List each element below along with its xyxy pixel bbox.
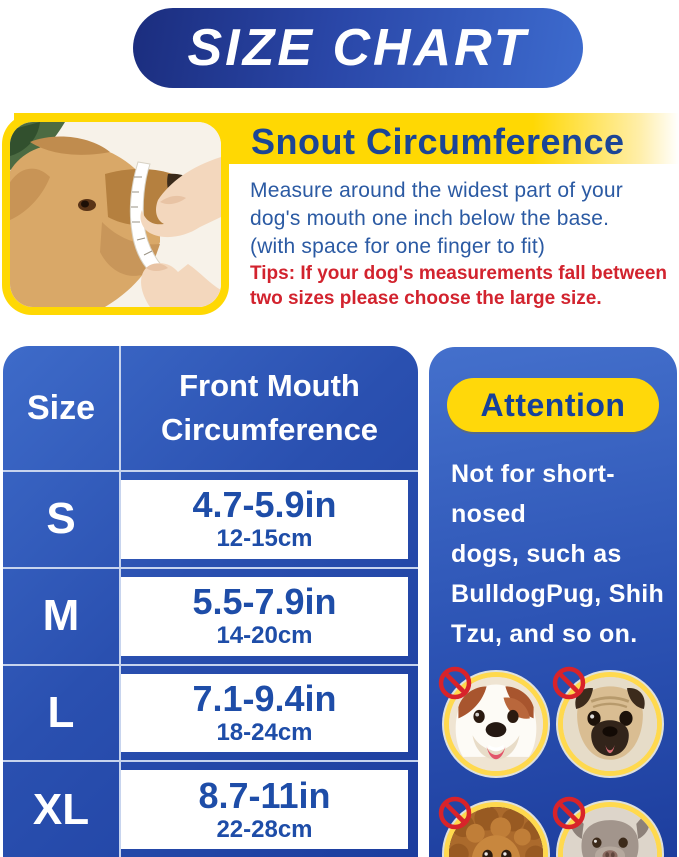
snout-description-line: (with space for one finger to fit) — [250, 235, 546, 258]
attention-text-line: BulldogPug, Shih — [451, 580, 665, 608]
attention-panel — [429, 347, 677, 857]
no-symbol-icon — [551, 795, 587, 831]
no-symbol-icon — [551, 665, 587, 701]
size-column-header: Size — [3, 346, 121, 470]
page-title: SIZE CHART — [187, 19, 529, 77]
banned-dog-poodle — [444, 802, 548, 857]
size-xl-inches: 8.7-11in — [198, 774, 331, 816]
attention-badge — [447, 378, 659, 432]
attention-text-line: dogs, such as — [451, 540, 622, 568]
snout-section-heading: Snout Circumference — [251, 121, 625, 162]
snout-measure-photo-frame — [2, 114, 229, 315]
title-banner — [133, 8, 583, 88]
size-l-cm: 18-24cm — [216, 718, 313, 746]
banned-dog-pitbull — [558, 802, 662, 857]
attention-text-line: Tzu, and so on. — [451, 620, 638, 648]
dog-measuring-illustration — [10, 122, 221, 307]
snout-tips-line: Tips: If your dog's measurements fall between — [250, 263, 667, 284]
banned-dog-pug — [558, 672, 662, 776]
size-s-cm: 12-15cm — [216, 525, 313, 553]
snout-description-line: dog's mouth one inch below the base. — [250, 207, 610, 230]
banned-dogs-grid — [429, 672, 677, 857]
table-row-size-xl: XL — [3, 760, 121, 857]
snout-description — [250, 177, 623, 261]
snout-measure-photo — [10, 122, 221, 307]
table-row — [121, 760, 418, 857]
table-row — [121, 567, 418, 664]
size-xl-cm: 22-28cm — [216, 815, 313, 843]
measure-column-header: Front Mouth Circumference — [160, 368, 379, 447]
no-symbol-icon — [437, 795, 473, 831]
banned-dog-bulldog — [444, 672, 548, 776]
table-row-size-s: S — [3, 470, 121, 567]
no-symbol-icon — [437, 665, 473, 701]
size-m-cm: 14-20cm — [216, 622, 313, 650]
size-l-inches: 7.1-9.4in — [192, 677, 337, 719]
size-table — [3, 346, 418, 857]
size-s-inches: 4.7-5.9in — [192, 484, 337, 526]
attention-text-line: Not for short-nosed — [451, 460, 615, 528]
snout-tips-line: two sizes please choose the large size. — [250, 288, 602, 309]
table-row-size-m: M — [3, 567, 121, 664]
attention-label: Attention — [480, 386, 626, 423]
snout-tips — [250, 261, 667, 311]
size-m-inches: 5.5-7.9in — [192, 581, 337, 623]
table-row — [121, 470, 418, 567]
snout-description-line: Measure around the widest part of your — [250, 179, 623, 202]
table-row-size-l: L — [3, 664, 121, 761]
attention-text — [451, 454, 677, 654]
table-row — [121, 664, 418, 761]
